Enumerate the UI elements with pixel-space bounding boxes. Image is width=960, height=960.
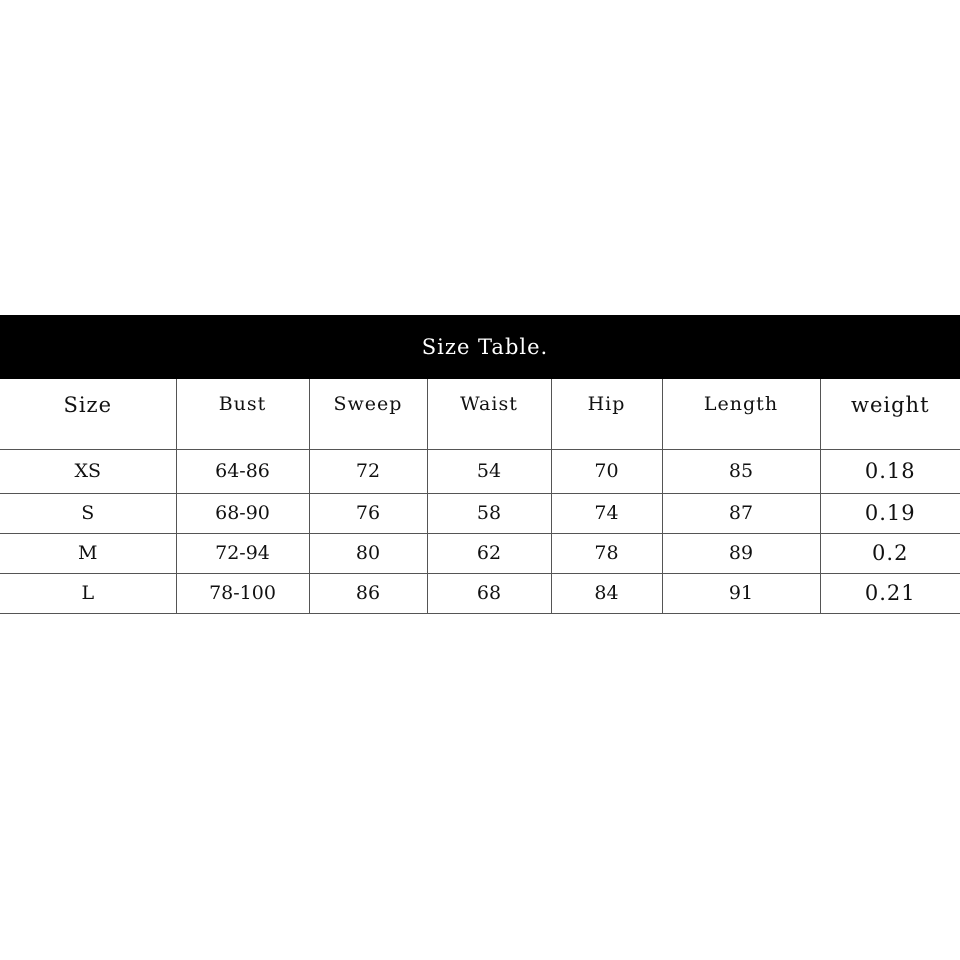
column-header-waist: Waist	[427, 379, 551, 449]
header-row	[0, 379, 960, 449]
column-header-weight: weight	[820, 379, 960, 449]
cell-bust: 68-90	[176, 493, 309, 533]
column-header-size: Size	[0, 379, 176, 449]
cell-weight: 0.19	[820, 493, 960, 533]
cell-bust: 78-100	[176, 573, 309, 613]
cell-sweep: 76	[309, 493, 427, 533]
cell-hip: 84	[551, 573, 662, 613]
cell-hip: 78	[551, 533, 662, 573]
table-row	[0, 449, 960, 493]
cell-bust: 64-86	[176, 449, 309, 493]
cell-sweep: 86	[309, 573, 427, 613]
cell-weight: 0.18	[820, 449, 960, 493]
table-row	[0, 573, 960, 613]
cell-size: L	[0, 573, 176, 613]
cell-length: 87	[662, 493, 820, 533]
column-header-sweep: Sweep	[309, 379, 427, 449]
table-title: Size Table.	[0, 315, 960, 379]
cell-sweep: 80	[309, 533, 427, 573]
cell-waist: 54	[427, 449, 551, 493]
cell-hip: 70	[551, 449, 662, 493]
cell-size: M	[0, 533, 176, 573]
column-header-length: Length	[662, 379, 820, 449]
cell-bust: 72-94	[176, 533, 309, 573]
cell-size: S	[0, 493, 176, 533]
cell-length: 91	[662, 573, 820, 613]
table-row	[0, 533, 960, 573]
cell-waist: 62	[427, 533, 551, 573]
cell-weight: 0.21	[820, 573, 960, 613]
cell-weight: 0.2	[820, 533, 960, 573]
cell-hip: 74	[551, 493, 662, 533]
column-header-hip: Hip	[551, 379, 662, 449]
cell-length: 85	[662, 449, 820, 493]
cell-waist: 68	[427, 573, 551, 613]
cell-length: 89	[662, 533, 820, 573]
column-header-bust: Bust	[176, 379, 309, 449]
cell-waist: 58	[427, 493, 551, 533]
cell-size: XS	[0, 449, 176, 493]
cell-sweep: 72	[309, 449, 427, 493]
size-table	[0, 315, 960, 614]
table-row	[0, 493, 960, 533]
size-chart-table	[0, 379, 960, 614]
